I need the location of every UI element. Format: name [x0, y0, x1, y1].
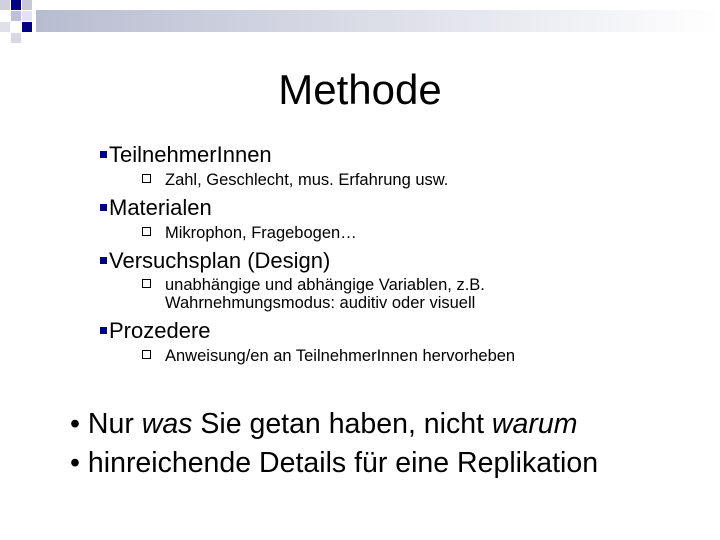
sub-bullet-text: Anweisung/en an TeilnehmerInnen hervorheben [165, 347, 516, 365]
hollow-square-bullet-icon [142, 279, 151, 288]
hollow-square-bullet-icon [142, 227, 151, 236]
summary-line-2 [70, 446, 598, 480]
bullet-heading: Materialen [109, 195, 212, 220]
bullet-procedure [100, 318, 211, 344]
square-bullet-icon [100, 327, 107, 334]
summary-text: hinreichende Details für eine Replikation [87, 447, 599, 479]
summary-emphasis-warum: warum [491, 408, 578, 440]
bullet-design [100, 248, 330, 274]
square-bullet-icon [100, 257, 107, 264]
bullet-heading: Prozedere [109, 318, 211, 343]
square-bullet-icon [100, 151, 107, 158]
sub-bullet-text: Zahl, Geschlecht, mus. Erfahrung usw. [165, 171, 449, 189]
sub-bullet-text-line-1: unabhängige und abhängige Variablen, z.B. [165, 276, 485, 294]
square-bullet-icon [100, 204, 107, 211]
bullet-materials [100, 195, 212, 221]
sub-bullet-text-line-2: Wahrnehmungsmodus: auditiv oder visuell [165, 294, 476, 312]
sub-bullet-text: Mikrophon, Fragebogen… [165, 224, 357, 242]
round-bullet-icon: • [70, 408, 80, 440]
bullet-heading: TeilnehmerInnen [109, 142, 272, 167]
hollow-square-bullet-icon [142, 174, 151, 183]
hollow-square-bullet-icon [142, 350, 151, 359]
summary-text-middle: Sie getan haben, nicht [192, 408, 492, 440]
round-bullet-icon: • [70, 447, 80, 479]
summary-line-1 [70, 407, 577, 441]
header-decoration [0, 0, 720, 50]
slide-title: Methode [278, 66, 442, 113]
summary-text-start: Nur [87, 408, 142, 440]
bullet-heading: Versuchsplan (Design) [109, 248, 331, 273]
summary-emphasis-was: was [141, 408, 193, 440]
bullet-participants [100, 142, 272, 168]
